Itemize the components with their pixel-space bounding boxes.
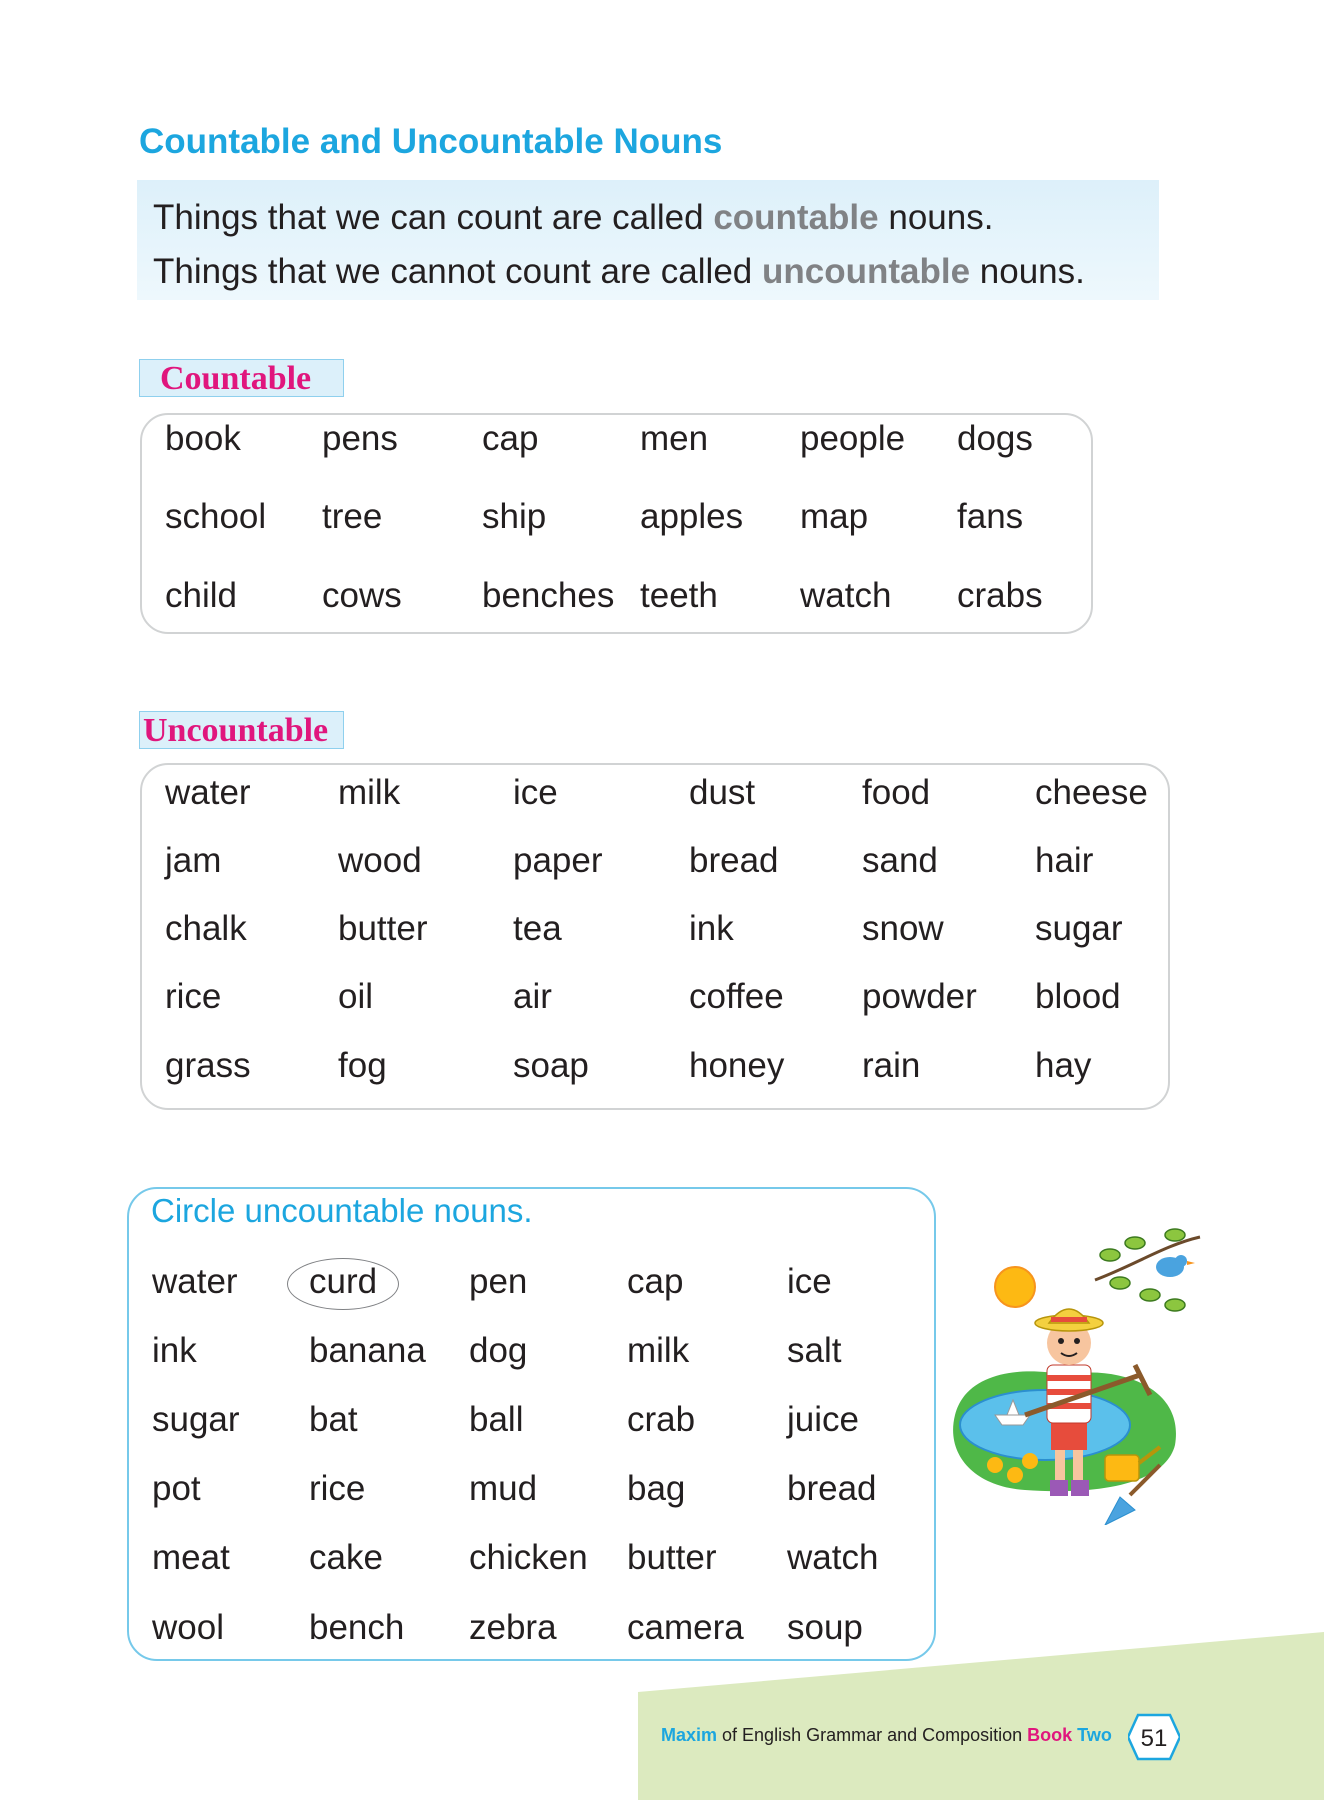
definition-box <box>137 180 1159 300</box>
exercise-word: banana <box>309 1331 426 1370</box>
uncountable-word: chalk <box>165 909 247 948</box>
exercise-word: water <box>152 1262 238 1301</box>
uncountable-word: cheese <box>1035 773 1148 812</box>
keyword-countable: countable <box>713 198 879 237</box>
uncountable-word: snow <box>862 909 944 948</box>
footer-book-title: Maxim of English Grammar and Composition Book Two <box>661 1725 1112 1745</box>
exercise-word: bag <box>627 1469 686 1508</box>
uncountable-word: hair <box>1035 841 1094 880</box>
exercise-word: salt <box>787 1331 842 1370</box>
countable-label: Countable <box>139 359 344 397</box>
uncountable-word: air <box>513 977 552 1016</box>
countable-word: child <box>165 576 237 615</box>
uncountable-word: soap <box>513 1046 589 1085</box>
exercise-word: cake <box>309 1538 383 1577</box>
exercise-instruction: Circle uncountable nouns. <box>151 1192 533 1229</box>
uncountable-word: rice <box>165 977 222 1016</box>
exercise-word: crab <box>627 1400 696 1439</box>
countable-word: ship <box>482 497 547 536</box>
uncountable-word: butter <box>338 909 428 948</box>
exercise-word: pot <box>152 1469 201 1508</box>
uncountable-word: water <box>165 773 251 812</box>
countable-word: men <box>640 419 709 458</box>
uncountable-word: tea <box>513 909 562 948</box>
exercise-word: zebra <box>469 1608 557 1647</box>
page-title: Countable and Uncountable Nouns <box>139 122 723 161</box>
countable-word: apples <box>640 497 744 536</box>
uncountable-word: honey <box>689 1046 785 1085</box>
exercise-word: ink <box>152 1331 197 1370</box>
uncountable-word: milk <box>338 773 401 812</box>
uncountable-word: powder <box>862 977 977 1016</box>
uncountable-word: wood <box>338 841 422 880</box>
exercise-word: watch <box>787 1538 879 1577</box>
uncountable-word: blood <box>1035 977 1121 1016</box>
uncountable-word: sugar <box>1035 909 1123 948</box>
uncountable-word: fog <box>338 1046 387 1085</box>
exercise-word: sugar <box>152 1400 240 1439</box>
uncountable-word: coffee <box>689 977 784 1016</box>
exercise-word: milk <box>627 1331 690 1370</box>
exercise-word: bat <box>309 1400 358 1439</box>
countable-word: dogs <box>957 419 1033 458</box>
exercise-word: bench <box>309 1608 405 1647</box>
keyword-uncountable: uncountable <box>761 252 971 291</box>
boy-gardening-illustration <box>935 1225 1205 1525</box>
countable-word: map <box>800 497 869 536</box>
exercise-word: pen <box>469 1262 528 1301</box>
exercise-word: chicken <box>469 1538 588 1577</box>
uncountable-word: jam <box>165 841 222 880</box>
uncountable-word: sand <box>862 841 938 880</box>
countable-word: pens <box>322 419 398 458</box>
uncountable-word: bread <box>689 841 779 880</box>
countable-word: benches <box>482 576 615 615</box>
uncountable-word: hay <box>1035 1046 1092 1085</box>
uncountable-word: rain <box>862 1046 921 1085</box>
page-number: 51 <box>1140 1725 1168 1752</box>
exercise-word: wool <box>152 1608 224 1647</box>
uncountable-word: dust <box>689 773 756 812</box>
uncountable-word: paper <box>513 841 603 880</box>
exercise-word: meat <box>152 1538 230 1577</box>
exercise-word: bread <box>787 1469 877 1508</box>
exercise-word: curd <box>309 1262 378 1301</box>
exercise-word: juice <box>787 1400 859 1439</box>
countable-box <box>140 413 1093 634</box>
countable-word: teeth <box>640 576 718 615</box>
definition-uncountable: Things that we cannot count are called uncountable nouns. <box>153 252 1085 291</box>
exercise-word: camera <box>627 1608 744 1647</box>
countable-word: fans <box>957 497 1024 536</box>
uncountable-label: Uncountable <box>139 711 344 749</box>
countable-word: cows <box>322 576 402 615</box>
uncountable-word: ice <box>513 773 558 812</box>
uncountable-word: ink <box>689 909 734 948</box>
countable-word: book <box>165 419 241 458</box>
exercise-word: butter <box>627 1538 717 1577</box>
countable-word: cap <box>482 419 539 458</box>
countable-word: watch <box>800 576 892 615</box>
uncountable-box <box>140 763 1170 1110</box>
exercise-word: rice <box>309 1469 366 1508</box>
exercise-word: cap <box>627 1262 684 1301</box>
definition-countable: Things that we can count are called countable nouns. <box>153 198 994 237</box>
exercise-word: mud <box>469 1469 538 1508</box>
uncountable-word: oil <box>338 977 374 1016</box>
exercise-word: soup <box>787 1608 863 1647</box>
exercise-word: ice <box>787 1262 832 1301</box>
uncountable-word: grass <box>165 1046 251 1085</box>
countable-word: people <box>800 419 906 458</box>
countable-word: tree <box>322 497 383 536</box>
exercise-word: dog <box>469 1331 528 1370</box>
uncountable-word: food <box>862 773 931 812</box>
countable-word: school <box>165 497 267 536</box>
exercise-word: ball <box>469 1400 524 1439</box>
countable-word: crabs <box>957 576 1043 615</box>
